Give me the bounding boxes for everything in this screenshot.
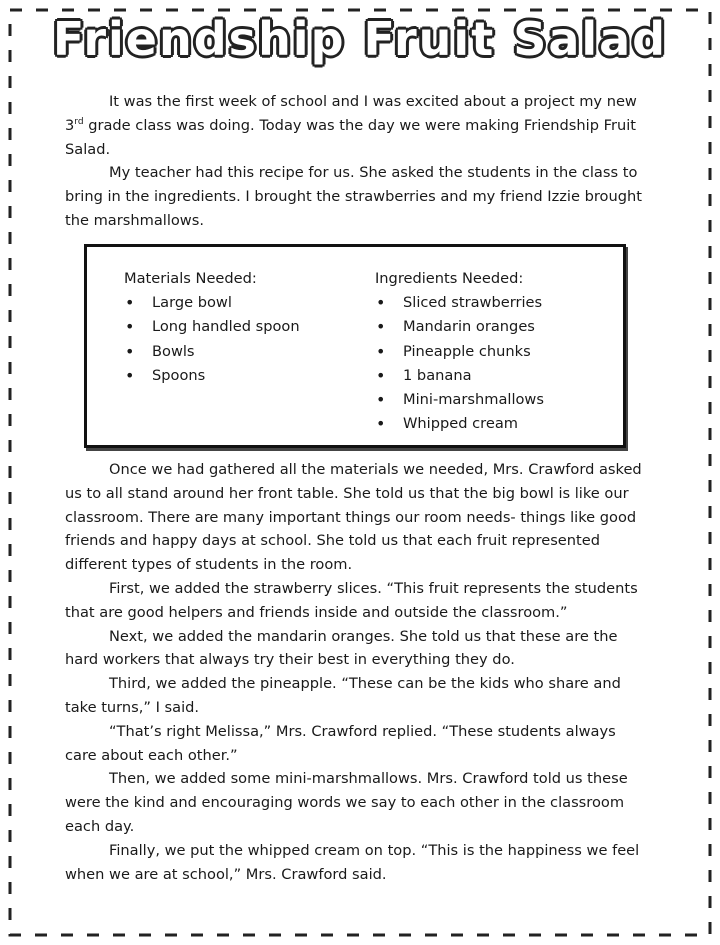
list-item: • Mandarin oranges [375,315,544,339]
story-paragraph: Next, we added the mandarin oranges. She told us that these are the hard workers that always try their best in everything they do. [65,627,618,669]
list-item: • 1 banana [375,364,544,388]
intro-paragraph-1: It was the first week of school and I was excited about a project my new 3rd grade class was doing. Today was the day we were making Friendship Fruit Salad. [65,93,637,158]
story-paragraph: Then, we added some mini-marshmallows. Mrs. Crawford told us these were the kind and encouraging words we say to each other in the classroom each day. [65,770,628,835]
list-item: • Long handled spoon [124,315,300,339]
list-item: • Spoons [124,364,300,388]
story-paragraph: “That’s right Melissa,” Mrs. Crawford replied. “These students always care about each other.” [65,722,616,764]
recipe-box [84,244,626,448]
intro-text [65,90,647,233]
story-paragraph: Finally, we put the whipped cream on top. “This is the happiness we feel when we are at school,” Mrs. Crawford said. [65,841,640,883]
list-item: • Whipped cream [375,412,544,436]
list-item: • Large bowl [124,291,300,315]
ingredients-list [375,267,544,436]
page-title: Friendship Fruit Salad [52,12,668,66]
list-item: • Pineapple chunks [375,340,544,364]
list-item: • Bowls [124,340,300,364]
story-paragraph: Once we had gathered all the materials we needed, Mrs. Crawford asked us to all stand around her front table. She told us that the big bowl is like our classroom. There are many important things our room needs- things like good friends and happy days at school. She told us that each fruit represented different types of students in the room. [65,461,642,574]
materials-list [124,267,300,388]
list-item: • Sliced strawberries [375,291,544,315]
story-text [65,458,647,886]
story-paragraph: First, we added the strawberry slices. “This fruit represents the students that are good helpers and friends inside and outside the classroom.” [65,579,638,621]
list-item: • Mini-marshmallows [375,388,544,412]
story-paragraph: Third, we added the pineapple. “These can be the kids who share and take turns,” I said. [65,675,621,716]
intro-paragraph-2: My teacher had this recipe for us. She asked the students in the class to bring in the ingredients. I brought the strawberries and my friend Izzie brought the marshmallows. [65,164,642,229]
materials-heading: Materials Needed: [124,270,257,287]
ingredients-heading: Ingredients Needed: [375,270,524,287]
